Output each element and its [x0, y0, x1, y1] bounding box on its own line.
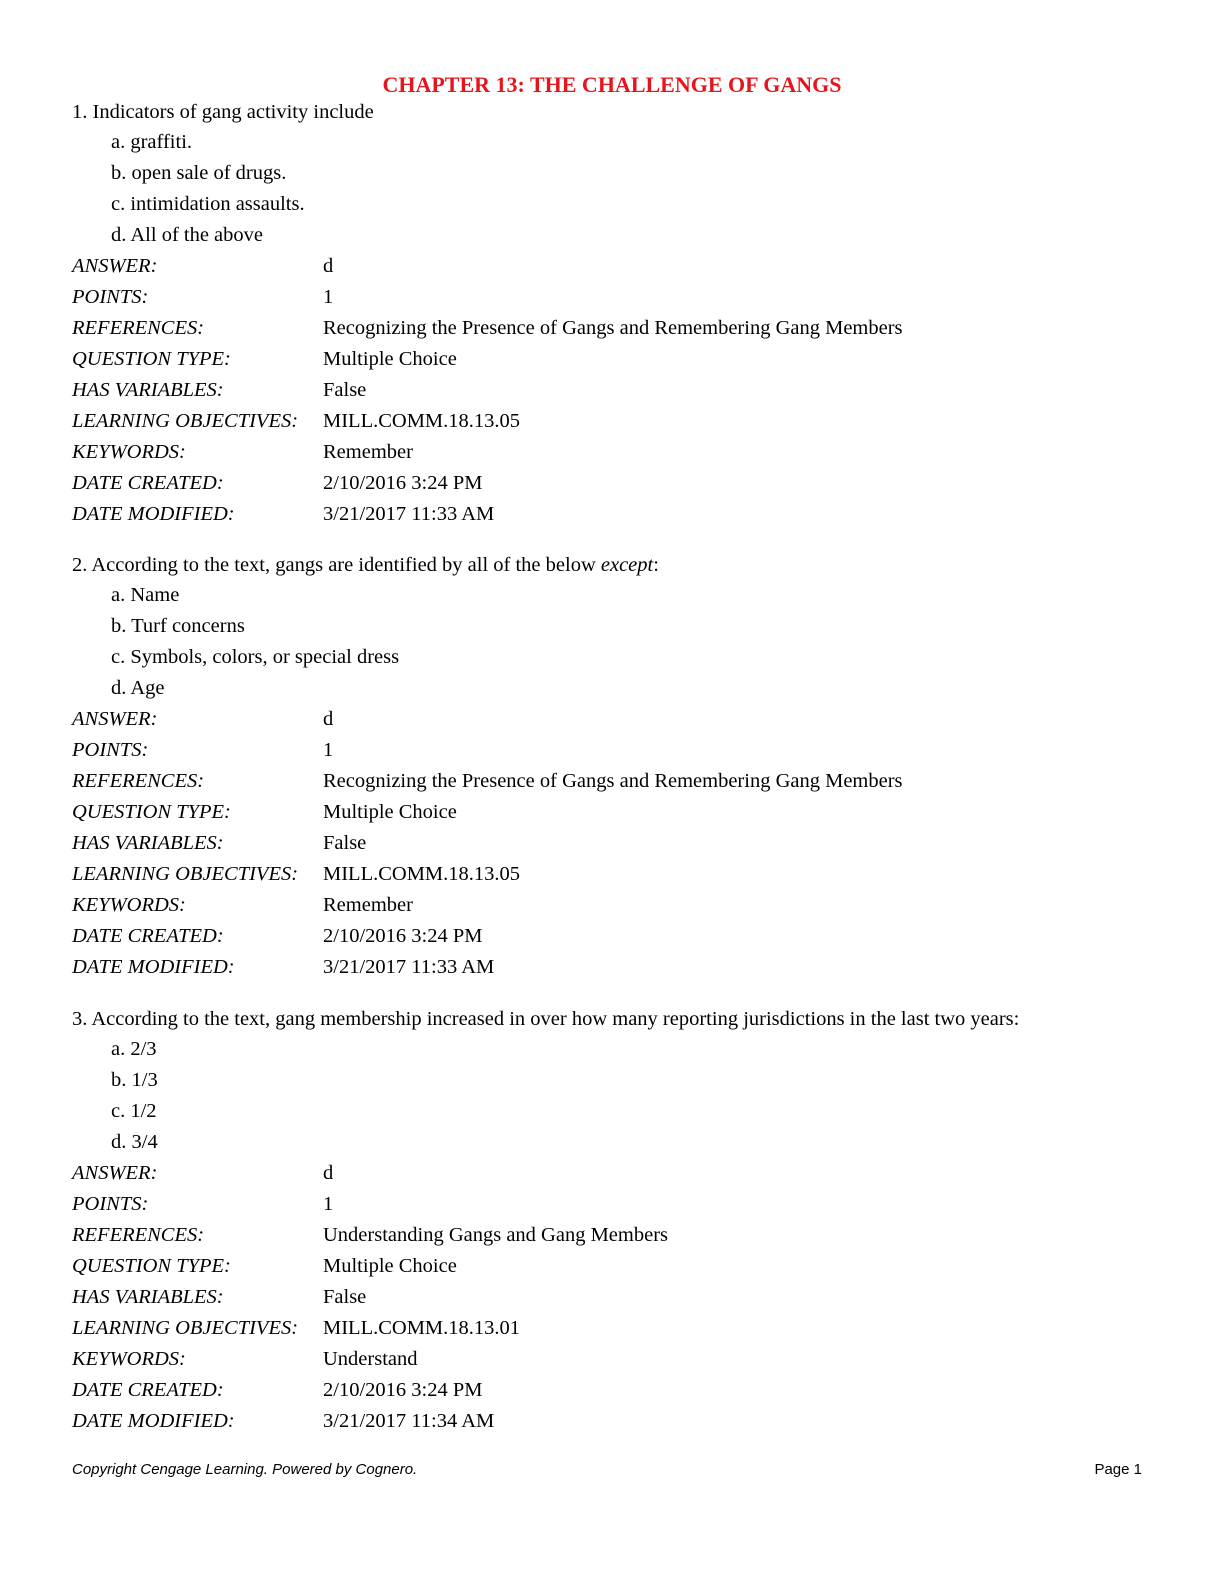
meta-value: Multiple Choice: [323, 348, 457, 370]
meta-value: Remember: [323, 894, 413, 916]
meta-label: DATE MODIFIED:: [72, 1410, 235, 1432]
question-text: According to the text, gangs are identified by all of the below: [91, 554, 601, 576]
meta-value: 2/10/2016 3:24 PM: [323, 472, 483, 494]
meta-value: d: [323, 255, 334, 277]
question-metadata: [72, 1158, 1172, 1437]
meta-row-date-modified: [72, 952, 1172, 983]
meta-value: 1: [323, 286, 334, 308]
meta-label: ANSWER:: [72, 1162, 158, 1184]
meta-row-question-type: [72, 344, 1172, 375]
meta-row-learning-objectives: [72, 1313, 1172, 1344]
question-1: [72, 97, 1172, 530]
meta-row-question-type: [72, 797, 1172, 828]
choice-item: c. intimidation assaults.: [111, 193, 305, 215]
meta-value: 2/10/2016 3:24 PM: [323, 1379, 483, 1401]
meta-row-keywords: [72, 890, 1172, 921]
choice-item: d. 3/4: [111, 1131, 158, 1153]
meta-label: KEYWORDS:: [72, 894, 186, 916]
choice-list: [72, 580, 1172, 704]
meta-value: False: [323, 832, 367, 854]
choice-list: [72, 127, 1172, 251]
meta-value: MILL.COMM.18.13.05: [323, 863, 521, 885]
meta-label: POINTS:: [72, 739, 149, 761]
question-text-end: :: [653, 554, 659, 576]
meta-label: REFERENCES:: [72, 317, 205, 339]
meta-value: Recognizing the Presence of Gangs and Remembering Gang Members: [323, 770, 903, 792]
question-3: [72, 1004, 1172, 1437]
meta-label: HAS VARIABLES:: [72, 832, 224, 854]
meta-row-answer: [72, 1158, 1172, 1189]
meta-row-has-variables: [72, 828, 1172, 859]
meta-value: Understand: [323, 1348, 418, 1370]
meta-row-date-created: [72, 468, 1172, 499]
question-stem: [72, 1004, 1172, 1034]
meta-row-answer: [72, 251, 1172, 282]
meta-row-points: [72, 282, 1172, 313]
meta-label: DATE CREATED:: [72, 472, 224, 494]
choice-item: a. 2/3: [111, 1038, 157, 1060]
meta-value: 2/10/2016 3:24 PM: [323, 925, 483, 947]
choice-item: c. 1/2: [111, 1100, 157, 1122]
meta-value: Recognizing the Presence of Gangs and Remembering Gang Members: [323, 317, 903, 339]
meta-value: 3/21/2017 11:33 AM: [323, 956, 495, 978]
meta-value: 3/21/2017 11:34 AM: [323, 1410, 495, 1432]
question-emphasis: except: [600, 554, 654, 576]
meta-label: REFERENCES:: [72, 770, 205, 792]
meta-value: False: [323, 1286, 367, 1308]
meta-value: Multiple Choice: [323, 801, 457, 823]
meta-label: DATE MODIFIED:: [72, 956, 235, 978]
meta-row-references: [72, 766, 1172, 797]
question-text: Indicators of gang activity include: [92, 101, 374, 123]
meta-row-learning-objectives: [72, 406, 1172, 437]
meta-label: DATE CREATED:: [72, 1379, 224, 1401]
meta-value: 1: [323, 739, 334, 761]
meta-row-has-variables: [72, 375, 1172, 406]
meta-label: ANSWER:: [72, 255, 158, 277]
meta-value: d: [323, 1162, 334, 1184]
meta-value: 3/21/2017 11:33 AM: [323, 503, 495, 525]
meta-value: 1: [323, 1193, 334, 1215]
meta-label: LEARNING OBJECTIVES:: [72, 1317, 299, 1339]
page-number: Page 1: [1094, 1461, 1142, 1478]
meta-value: MILL.COMM.18.13.05: [323, 410, 521, 432]
meta-row-keywords: [72, 437, 1172, 468]
chapter-title: CHAPTER 13: THE CHALLENGE OF GANGS: [382, 72, 842, 97]
meta-row-has-variables: [72, 1282, 1172, 1313]
choice-item: d. Age: [111, 677, 165, 699]
meta-label: POINTS:: [72, 286, 149, 308]
meta-row-learning-objectives: [72, 859, 1172, 890]
choice-item: a. Name: [111, 584, 180, 606]
question-text: According to the text, gang membership increased in over how many reporting jurisdictions in the last two years:: [91, 1008, 1020, 1030]
page-footer: [72, 1460, 1142, 1480]
meta-value: False: [323, 379, 367, 401]
meta-row-points: [72, 735, 1172, 766]
meta-label: POINTS:: [72, 1193, 149, 1215]
meta-label: ANSWER:: [72, 708, 158, 730]
question-stem: [72, 97, 1172, 127]
choice-item: b. open sale of drugs.: [111, 162, 287, 184]
meta-label: REFERENCES:: [72, 1224, 205, 1246]
meta-label: LEARNING OBJECTIVES:: [72, 410, 299, 432]
meta-row-references: [72, 313, 1172, 344]
meta-value: Remember: [323, 441, 413, 463]
question-number: 2.: [72, 554, 88, 576]
meta-row-date-modified: [72, 1406, 1172, 1437]
meta-label: QUESTION TYPE:: [72, 1255, 231, 1277]
meta-row-points: [72, 1189, 1172, 1220]
meta-row-date-modified: [72, 499, 1172, 530]
meta-label: QUESTION TYPE:: [72, 348, 231, 370]
question-2: [72, 550, 1172, 983]
meta-row-answer: [72, 704, 1172, 735]
choice-item: b. 1/3: [111, 1069, 158, 1091]
meta-value: MILL.COMM.18.13.01: [323, 1317, 521, 1339]
meta-value: Multiple Choice: [323, 1255, 457, 1277]
meta-row-question-type: [72, 1251, 1172, 1282]
question-number: 1.: [72, 101, 88, 123]
copyright-text: Copyright Cengage Learning. Powered by Cognero.: [72, 1461, 418, 1478]
choice-list: [72, 1034, 1172, 1158]
question-number: 3.: [72, 1008, 88, 1030]
choice-item: a. graffiti.: [111, 131, 193, 153]
meta-label: KEYWORDS:: [72, 441, 186, 463]
meta-label: HAS VARIABLES:: [72, 379, 224, 401]
meta-row-references: [72, 1220, 1172, 1251]
meta-value: d: [323, 708, 334, 730]
meta-label: DATE MODIFIED:: [72, 503, 235, 525]
meta-label: KEYWORDS:: [72, 1348, 186, 1370]
meta-row-date-created: [72, 1375, 1172, 1406]
meta-row-date-created: [72, 921, 1172, 952]
meta-label: DATE CREATED:: [72, 925, 224, 947]
choice-item: c. Symbols, colors, or special dress: [111, 646, 400, 668]
meta-label: QUESTION TYPE:: [72, 801, 231, 823]
meta-label: LEARNING OBJECTIVES:: [72, 863, 299, 885]
meta-label: HAS VARIABLES:: [72, 1286, 224, 1308]
meta-row-keywords: [72, 1344, 1172, 1375]
meta-value: Understanding Gangs and Gang Members: [323, 1224, 669, 1246]
choice-item: d. All of the above: [111, 224, 264, 246]
question-metadata: [72, 251, 1172, 530]
question-metadata: [72, 704, 1172, 983]
question-stem: [72, 550, 1172, 580]
choice-item: b. Turf concerns: [111, 615, 245, 637]
